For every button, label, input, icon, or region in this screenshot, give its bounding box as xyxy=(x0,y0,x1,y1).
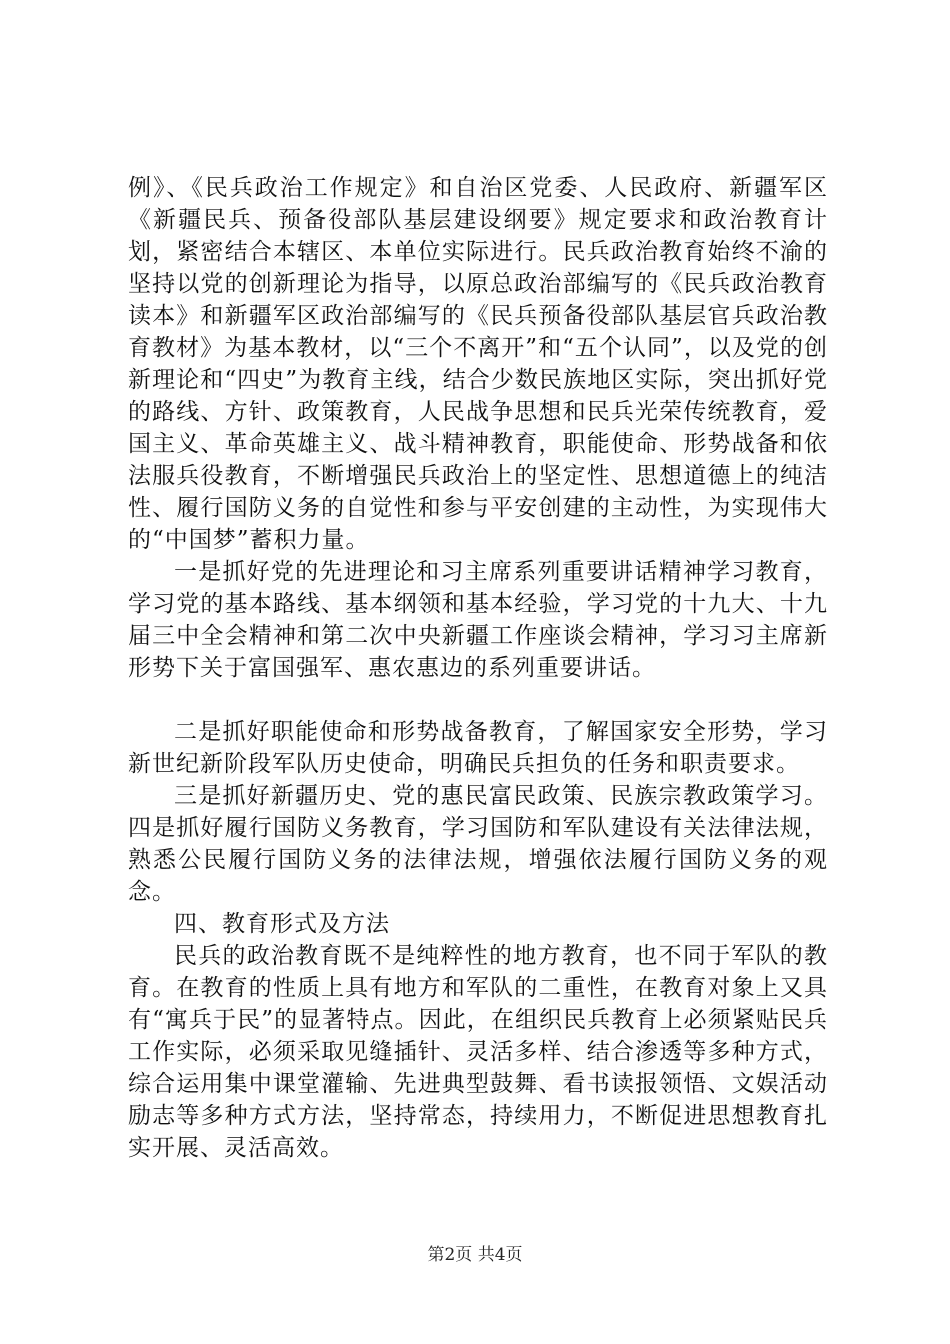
page-footer: 第2页 共4页 xyxy=(427,1245,523,1265)
document-body xyxy=(128,172,828,1164)
paragraph-methods: 民兵的政治教育既不是纯粹性的地方教育，也不同于军队的教育。在教育的性质上具有地方和军队的二重性，在教育对象上又具有“寓兵于民”的显著特点。因此，在组织民兵教育上必须紧贴民兵工作实际，必须采取见缝插针、灵活多样、结合渗透等多种方式，综合运用集中课堂灌输、先进典型鼓舞、看书读报领悟、文娱活动励志等多种方式方法，坚持常态，持续用力，不断促进思想教育扎实开展、灵活高效。 xyxy=(128,943,828,1161)
paragraph-item-one: 一是抓好党的先进理论和习主席系列重要讲话精神学习教育，学习党的基本路线、基本纲领和基本经验，学习党的十九大、十九届三中全会精神和第二次中央新疆工作座谈会精神，学习习主席新形势下关于富国强军、惠农惠边的系列重要讲话。 xyxy=(128,559,828,681)
paragraph-item-two: 二是抓好职能使命和形势战备教育，了解国家安全形势，学习新世纪新阶段军队历史使命，明确民兵担负的任务和职责要求。 xyxy=(128,719,828,777)
paragraph-item-three-four: 三是抓好新疆历史、党的惠民富民政策、民族宗教政策学习。四是抓好履行国防义务教育，学习国防和军队建设有关法律法规，熟悉公民履行国防义务的法律法规，增强依法履行国防义务的观念。 xyxy=(128,783,828,905)
paragraph-continuation: 例》、《民兵政治工作规定》和自治区党委、人民政府、新疆军区《新疆民兵、预备役部队基层建设纲要》规定要求和政治教育计划，紧密结合本辖区、本单位实际进行。民兵政治教育始终不渝的坚持以党的创新理论为指导，以原总政治部编写的《民兵政治教育读本》和新疆军区政治部编写的《民兵预备役部队基层官兵政治教育教材》为基本教材，以“三个不离开”和“五个认同”，以及党的创新理论和“四史”为教育主线，结合少数民族地区实际，突出抓好党的路线、方针、政策教育，人民战争思想和民兵光荣传统教育，爱国主义、革命英雄主义、战斗精神教育，职能使命、形势战备和依法服兵役教育，不断增强民兵政治上的坚定性、思想道德上的纯洁性、履行国防义务的自觉性和参与平安创建的主动性，为实现伟大的“中国梦”蓄积力量。 xyxy=(128,175,828,553)
section-heading: 四、教育形式及方法 xyxy=(174,911,390,937)
